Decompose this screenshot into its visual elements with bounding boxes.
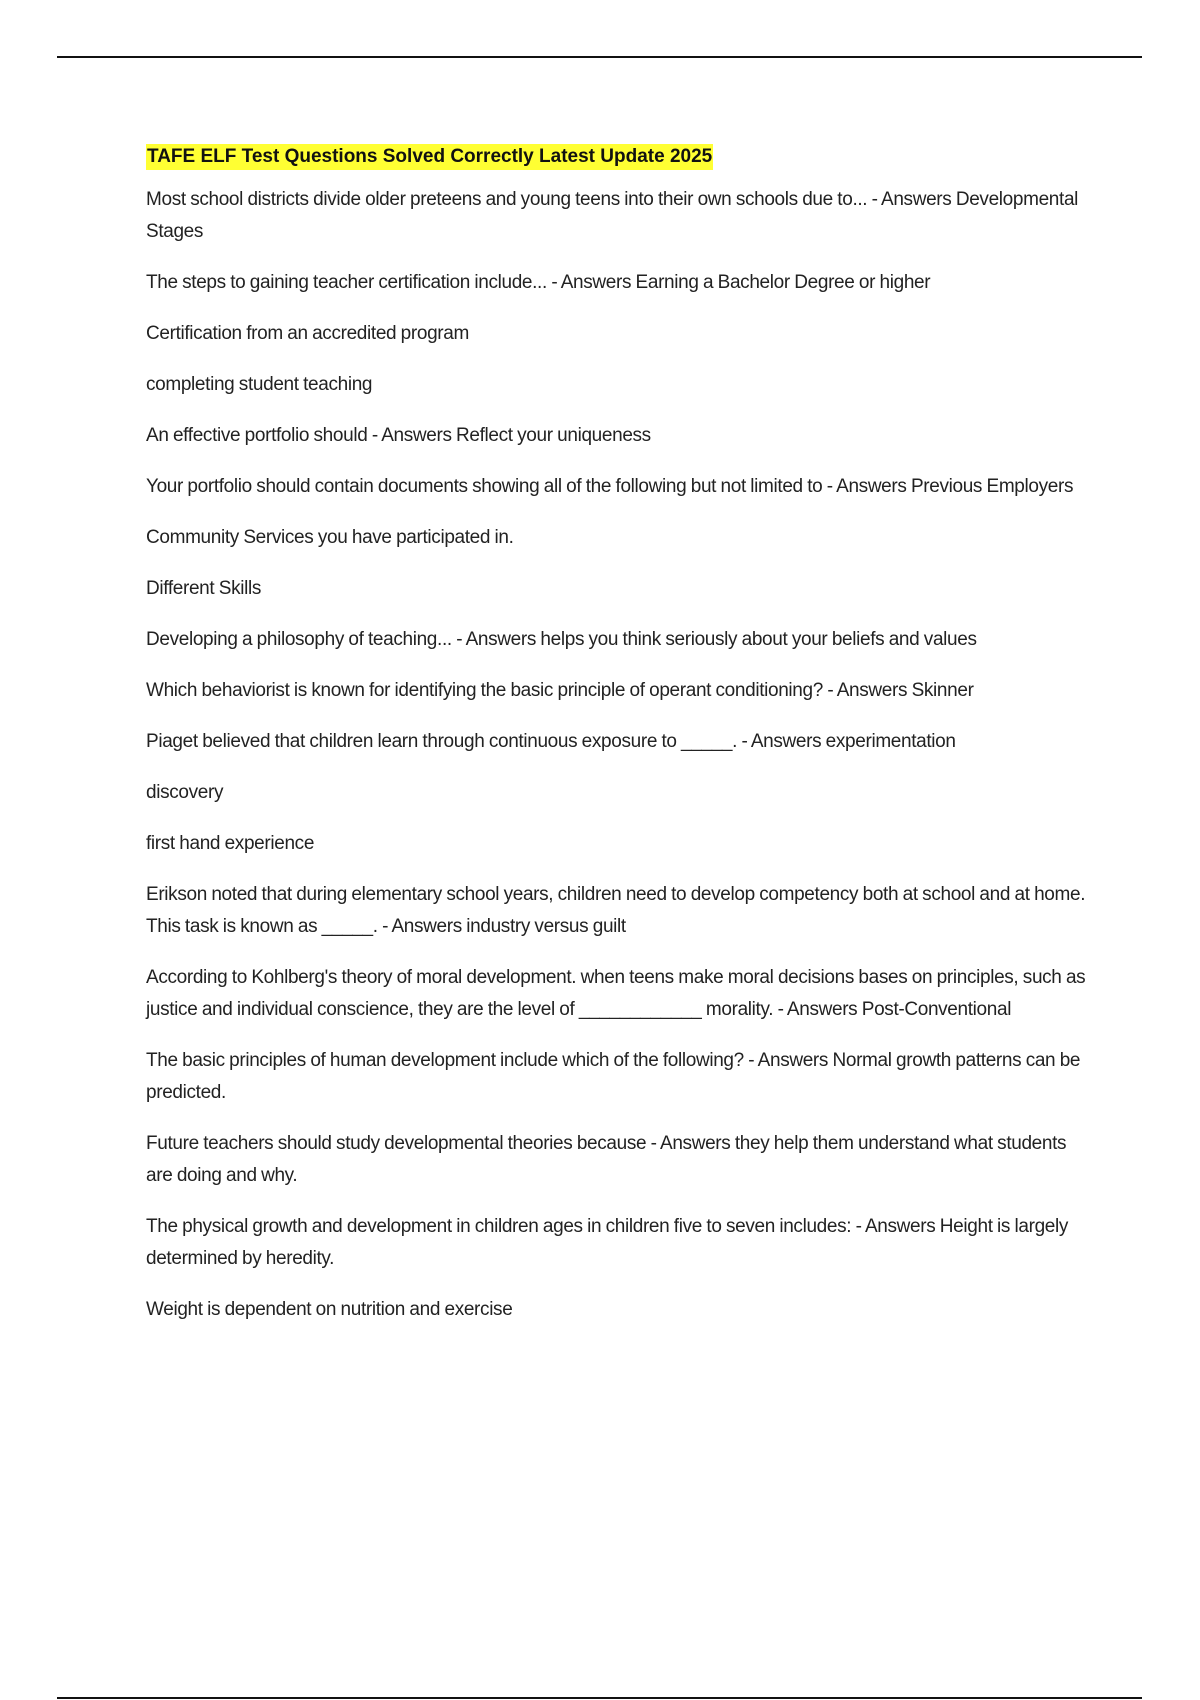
paragraph: The physical growth and development in children ages in children five to seven includes: - Answers Height is largely determined by heredity.: [146, 1216, 1069, 1269]
paragraph: first hand experience: [146, 833, 315, 854]
paragraph: Which behaviorist is known for identifying the basic principle of operant conditioning? - Answers Skinner: [146, 680, 974, 701]
paragraph: Community Services you have participated in.: [146, 527, 514, 548]
bottom-rule: [57, 1697, 1142, 1699]
paragraph: The basic principles of human development include which of the following? - Answers Normal growth patterns can be predicted.: [146, 1050, 1081, 1103]
paragraph: Piaget believed that children learn through continuous exposure to _____. - Answers experimentation: [146, 731, 956, 752]
paragraph: Developing a philosophy of teaching... - Answers helps you think seriously about your beliefs and values: [146, 629, 977, 650]
document-body: [146, 144, 1096, 1345]
paragraph: Erikson noted that during elementary school years, children need to develop competency both at school and at home. This task is known as _____. - Answers industry versus guilt: [146, 884, 1086, 937]
paragraph: discovery: [146, 782, 224, 803]
paragraph: According to Kohlberg's theory of moral development. when teens make moral decisions bases on principles, such as justice and individual conscience, they are the level of ____________ morality. - Answers Post-Conventional: [146, 967, 1086, 1020]
paragraph: Certification from an accredited program: [146, 323, 469, 344]
paragraph: completing student teaching: [146, 374, 373, 395]
document-title: TAFE ELF Test Questions Solved Correctly Latest Update 2025: [146, 144, 713, 170]
paragraph: Different Skills: [146, 578, 261, 599]
paragraph: Future teachers should study developmental theories because - Answers they help them understand what students are doing and why.: [146, 1133, 1067, 1186]
paragraph: The steps to gaining teacher certification include... - Answers Earning a Bachelor Degree or higher: [146, 272, 931, 293]
paragraph: An effective portfolio should - Answers Reflect your uniqueness: [146, 425, 651, 446]
paragraph: Your portfolio should contain documents showing all of the following but not limited to - Answers Previous Employers: [146, 476, 1074, 497]
top-rule: [57, 56, 1142, 58]
paragraph: Weight is dependent on nutrition and exercise: [146, 1299, 513, 1320]
paragraph: Most school districts divide older preteens and young teens into their own schools due to... - Answers Developmental Stages: [146, 189, 1079, 242]
